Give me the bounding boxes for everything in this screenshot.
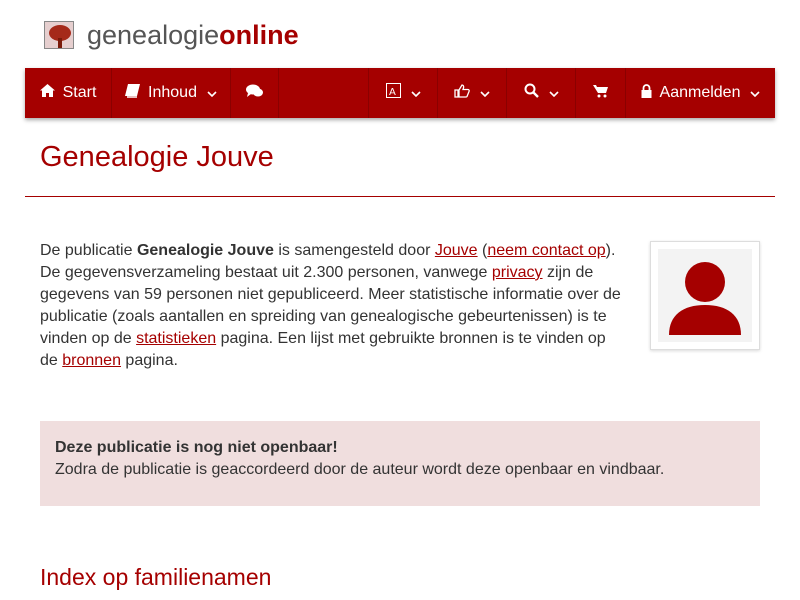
- nav-aanmelden-label: Aanmelden: [659, 84, 741, 101]
- svg-text:A: A: [388, 87, 396, 98]
- surname-index-heading: Index op familienamen: [40, 564, 272, 590]
- avatar-frame: [658, 249, 752, 342]
- tree-logo-icon: [44, 21, 74, 49]
- book-icon: [125, 84, 140, 103]
- nav-spacer: [279, 68, 369, 118]
- logo-text: [87, 20, 299, 51]
- cart-icon: [593, 84, 608, 103]
- intro-text: De publicatie: [40, 242, 137, 259]
- main-navbar: [25, 68, 775, 118]
- intro-text: ). De gegevensverzameling bestaat uit 2.300 personen, vanwege: [40, 242, 616, 281]
- chevron-down-icon: [207, 84, 217, 102]
- alert-title: Deze publicatie is nog niet openbaar!: [55, 439, 338, 456]
- nav-start-label: Start: [62, 84, 97, 101]
- nav-inhoud[interactable]: [112, 68, 231, 118]
- chevron-down-icon: [480, 84, 490, 102]
- alert-text: Zodra de publicatie is geaccordeerd door de auteur wordt deze openbaar en vindbaar.: [55, 461, 665, 478]
- site-logo[interactable]: [44, 20, 299, 50]
- chevron-down-icon: [549, 84, 559, 102]
- chevron-down-icon: [750, 84, 760, 102]
- nav-inhoud-label: Inhoud: [148, 84, 197, 101]
- nav-share[interactable]: [438, 68, 507, 118]
- comments-icon: [246, 84, 263, 103]
- intro-text: is samengesteld door: [273, 242, 435, 259]
- intro-text: (: [477, 242, 488, 259]
- author-avatar[interactable]: [650, 241, 760, 350]
- user-silhouette-icon: [658, 249, 752, 342]
- search-icon: [524, 83, 539, 103]
- language-icon: [386, 83, 401, 103]
- publication-name: Genealogie Jouve: [136, 242, 274, 259]
- nav-search[interactable]: [507, 68, 576, 118]
- logo-text-accent: online: [219, 19, 299, 50]
- nav-forum[interactable]: [231, 68, 279, 118]
- intro-text: pagina.: [120, 352, 178, 369]
- publication-intro: [40, 240, 625, 372]
- nav-aanmelden[interactable]: [626, 68, 775, 118]
- privacy-link[interactable]: privacy: [491, 264, 543, 281]
- home-icon: [40, 84, 55, 102]
- thumbs-up-icon: [454, 84, 470, 103]
- not-public-alert: [40, 421, 760, 506]
- title-divider: [25, 196, 775, 197]
- author-link[interactable]: Jouve: [434, 242, 478, 259]
- intro-text: zijn de gegevens van 59 personen niet gepubliceerd. Meer statistische informatie over de publicatie (zoals aantallen en spreiding van genealogische gebeurtenissen) is te vinden op de: [40, 264, 621, 347]
- nav-start[interactable]: [25, 68, 112, 118]
- nav-language[interactable]: [369, 68, 438, 118]
- nav-shop[interactable]: [576, 68, 626, 118]
- page-title: Genealogie Jouve: [40, 141, 274, 173]
- intro-text: pagina. Een lijst met gebruikte bronnen is te vinden op de: [40, 330, 606, 369]
- statistics-link[interactable]: statistieken: [136, 330, 217, 347]
- contact-link[interactable]: neem contact op: [487, 242, 606, 259]
- chevron-down-icon: [411, 84, 421, 102]
- logo-text-main: genealogie: [87, 19, 220, 50]
- sources-link[interactable]: bronnen: [62, 352, 121, 369]
- lock-icon: [641, 84, 652, 103]
